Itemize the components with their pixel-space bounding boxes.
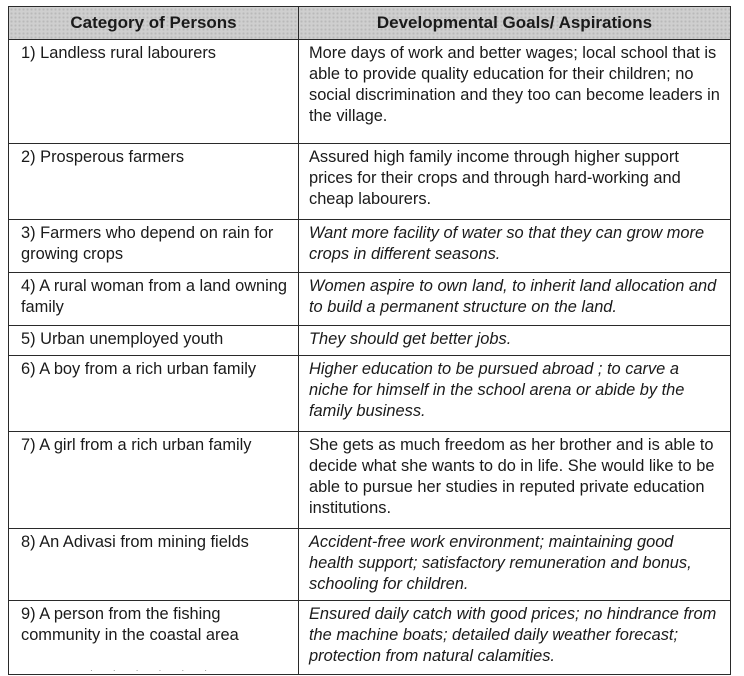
category-text: Prosperous farmers <box>40 148 185 166</box>
category-cell <box>9 40 299 144</box>
table-row <box>9 220 731 273</box>
table-row <box>9 273 731 326</box>
row-number: 1) <box>21 44 36 62</box>
table-row <box>9 40 731 144</box>
row-number: 5) <box>21 330 36 348</box>
goals-table <box>8 6 731 675</box>
goal-cell: Want more facility of water so that they can grow more crops in different seasons. <box>299 220 731 273</box>
row-number: 4) <box>21 277 36 295</box>
category-text: An Adivasi from mining fields <box>39 533 249 551</box>
header-goals: Developmental Goals/ Aspirations <box>299 7 731 40</box>
row-number: 3) <box>21 224 36 242</box>
category-cell <box>9 529 299 601</box>
category-text: A person from the fishing community in the coastal area <box>21 605 239 644</box>
goal-cell: Higher education to be pursued abroad ; to carve a niche for himself in the school arena or abide by the family business. <box>299 356 731 432</box>
header-category: Category of Persons <box>9 7 299 40</box>
category-text: Landless rural labourers <box>40 44 216 62</box>
row-number: 7) <box>21 436 36 454</box>
category-text: Urban unemployed youth <box>40 330 224 348</box>
category-cell <box>9 144 299 220</box>
category-text: A rural woman from a land owning family <box>21 277 288 316</box>
goal-cell: They should get better jobs. <box>299 326 731 356</box>
table-row <box>9 601 731 675</box>
table-row <box>9 356 731 432</box>
row-number: 2) <box>21 148 36 166</box>
category-cell <box>9 432 299 529</box>
table-row <box>9 432 731 529</box>
table-row <box>9 326 731 356</box>
category-cell <box>9 601 299 675</box>
goal-cell: Accident-free work environment; maintaining good health support; satisfactory remuneration and bonus, schooling for children. <box>299 529 731 601</box>
scan-artifact: · · · · · · <box>90 666 217 672</box>
category-cell <box>9 220 299 273</box>
row-number: 9) <box>21 605 36 623</box>
goal-cell: Women aspire to own land, to inherit land allocation and to build a permanent structure on the land. <box>299 273 731 326</box>
table-row <box>9 529 731 601</box>
row-number: 6) <box>21 360 36 378</box>
category-text: A girl from a rich urban family <box>39 436 252 454</box>
header-row <box>9 7 731 40</box>
category-cell <box>9 273 299 326</box>
category-cell <box>9 356 299 432</box>
category-text: A boy from a rich urban family <box>39 360 257 378</box>
goal-cell: Ensured daily catch with good prices; no hindrance from the machine boats; detailed daily weather forecast; protection from natural calamities. <box>299 601 731 675</box>
table-body <box>9 40 731 675</box>
goal-cell: Assured high family income through higher support prices for their crops and through hard-working and cheap labourers. <box>299 144 731 220</box>
category-text: Farmers who depend on rain for growing crops <box>21 224 274 263</box>
goal-cell: She gets as much freedom as her brother and is able to decide what she wants to do in life. She would like to be able to pursue her studies in reputed private education institutions. <box>299 432 731 529</box>
category-cell <box>9 326 299 356</box>
table-row <box>9 144 731 220</box>
goal-cell: More days of work and better wages; local school that is able to provide quality education for their children; no social discrimination and they too can become leaders in the village. <box>299 40 731 144</box>
row-number: 8) <box>21 533 36 551</box>
